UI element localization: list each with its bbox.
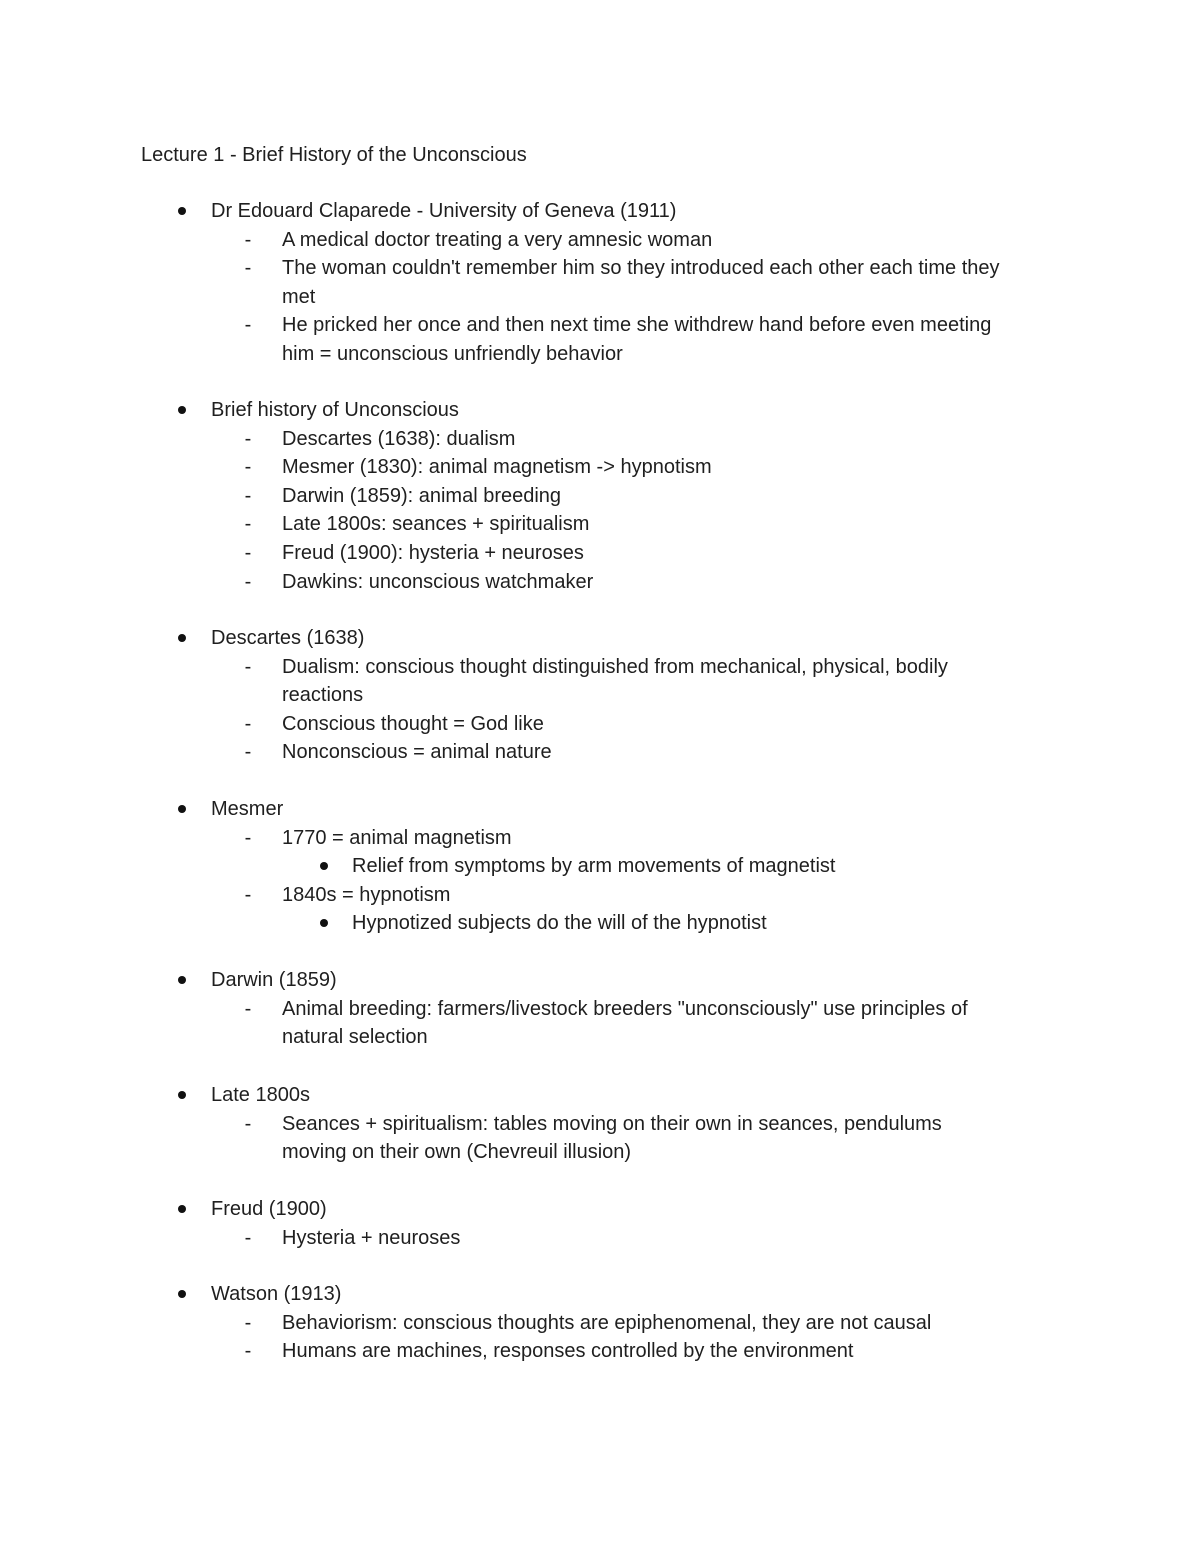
list-item: [0, 909, 1200, 938]
list-item-text: him = unconscious unfriendly behavior: [282, 342, 623, 365]
dash-marker: -: [244, 826, 252, 849]
list-item-text: Descartes (1638): dualism: [282, 427, 516, 450]
list-item-text: Animal breeding: farmers/livestock breeders "unconsciously" use principles of: [282, 997, 968, 1020]
list-item-text: Darwin (1859): animal breeding: [282, 484, 562, 507]
section-darwin: [0, 966, 1200, 1052]
bullet-icon: [178, 1205, 186, 1213]
section-brief-history: [0, 396, 1200, 596]
dash-marker: -: [244, 741, 252, 764]
section-heading: Freud (1900): [211, 1198, 327, 1220]
bullet-icon: [178, 207, 186, 215]
section-descartes: [0, 624, 1200, 767]
bullet-icon: [320, 862, 328, 870]
dash-marker: -: [244, 257, 252, 280]
dash-marker: -: [244, 1311, 252, 1334]
list-item-text: Freud (1900): hysteria + neuroses: [282, 541, 584, 564]
list-item: [0, 539, 1200, 568]
dash-marker: -: [244, 484, 252, 507]
dash-marker: -: [244, 1112, 252, 1135]
dash-marker: -: [244, 712, 252, 735]
list-item: [0, 1309, 1200, 1338]
section-late-1800s: [0, 1081, 1200, 1167]
list-item: [0, 510, 1200, 539]
section-heading: Brief history of Unconscious: [211, 399, 459, 421]
list-item: [0, 453, 1200, 482]
list-item-text: reactions: [282, 684, 364, 707]
list-item-continuation: [0, 1138, 1200, 1167]
list-item: [0, 197, 1200, 226]
list-item-text: Hypnotized subjects do the will of the hypnotist: [352, 912, 767, 935]
list-item-text: Humans are machines, responses controlled by the environment: [282, 1340, 854, 1363]
list-item-continuation: [0, 1023, 1200, 1052]
dash-marker: -: [244, 456, 252, 479]
list-item: [0, 396, 1200, 425]
section-freud: [0, 1195, 1200, 1252]
list-item: [0, 624, 1200, 653]
list-item-text: Dualism: conscious thought distinguished from mechanical, physical, bodily: [282, 655, 948, 678]
list-item: [0, 226, 1200, 255]
section-heading: Watson (1913): [211, 1283, 342, 1305]
list-item-text: Hysteria + neuroses: [282, 1226, 461, 1249]
list-item-text: He pricked her once and then next time she withdrew hand before even meeting: [282, 314, 992, 337]
list-item-text: 1840s = hypnotism: [282, 883, 451, 906]
list-item-continuation: [0, 681, 1200, 710]
dash-marker: -: [244, 1340, 252, 1363]
list-item-continuation: [0, 340, 1200, 369]
list-item-text: met: [282, 285, 316, 308]
list-item-continuation: [0, 283, 1200, 312]
list-item: [0, 568, 1200, 597]
list-item: [0, 1224, 1200, 1253]
list-item-text: Behaviorism: conscious thoughts are epiphenomenal, they are not causal: [282, 1311, 932, 1334]
section-heading: Mesmer: [211, 798, 284, 820]
section-watson: [0, 1280, 1200, 1366]
list-item: [0, 966, 1200, 995]
dash-marker: -: [244, 541, 252, 564]
dash-marker: -: [244, 513, 252, 536]
list-item: [0, 1110, 1200, 1139]
list-item-text: Seances + spiritualism: tables moving on their own in seances, pendulums: [282, 1112, 942, 1135]
list-item: [0, 995, 1200, 1024]
list-item-text: Conscious thought = God like: [282, 712, 544, 735]
list-item: [0, 425, 1200, 454]
dash-marker: -: [244, 997, 252, 1020]
list-item-text: Dawkins: unconscious watchmaker: [282, 570, 594, 593]
list-item-text: Mesmer (1830): animal magnetism -> hypnotism: [282, 456, 712, 479]
dash-marker: -: [244, 1226, 252, 1249]
list-item: [0, 1195, 1200, 1224]
bullet-icon: [178, 406, 186, 414]
list-item: [0, 1280, 1200, 1309]
bullet-icon: [178, 634, 186, 642]
list-item: [0, 795, 1200, 824]
section-heading: Descartes (1638): [211, 627, 365, 649]
bullet-icon: [320, 919, 328, 927]
section-claparede: [0, 197, 1200, 369]
section-heading: Dr Edouard Claparede - University of Geneva (1911): [211, 200, 677, 222]
list-item-text: Nonconscious = animal nature: [282, 741, 552, 764]
list-item-text: The woman couldn't remember him so they introduced each other each time they: [282, 257, 1000, 280]
section-heading: Late 1800s: [211, 1084, 310, 1106]
list-item: [0, 852, 1200, 881]
dash-marker: -: [244, 427, 252, 450]
list-item: [0, 710, 1200, 739]
bullet-icon: [178, 805, 186, 813]
list-item: [0, 1337, 1200, 1366]
list-item-text: moving on their own (Chevreuil illusion): [282, 1141, 632, 1164]
dash-marker: -: [244, 655, 252, 678]
section-heading: Darwin (1859): [211, 969, 337, 991]
list-item-text: Relief from symptoms by arm movements of magnetist: [352, 855, 836, 878]
dash-marker: -: [244, 314, 252, 337]
list-item: [0, 881, 1200, 910]
section-mesmer: [0, 795, 1200, 938]
bullet-icon: [178, 1290, 186, 1298]
list-item: [0, 738, 1200, 767]
list-item: [0, 482, 1200, 511]
dash-marker: -: [244, 570, 252, 593]
dash-marker: -: [244, 228, 252, 251]
document-title: Lecture 1 - Brief History of the Unconscious: [141, 144, 527, 166]
list-item-text: Late 1800s: seances + spiritualism: [282, 513, 590, 536]
list-item: [0, 311, 1200, 340]
dash-marker: -: [244, 883, 252, 906]
bullet-icon: [178, 976, 186, 984]
bullet-icon: [178, 1091, 186, 1099]
list-item-text: 1770 = animal magnetism: [282, 826, 512, 849]
list-item: [0, 653, 1200, 682]
list-item: [0, 254, 1200, 283]
list-item-text: A medical doctor treating a very amnesic woman: [282, 228, 713, 251]
list-item: [0, 824, 1200, 853]
list-item-text: natural selection: [282, 1026, 428, 1049]
list-item: [0, 1081, 1200, 1110]
